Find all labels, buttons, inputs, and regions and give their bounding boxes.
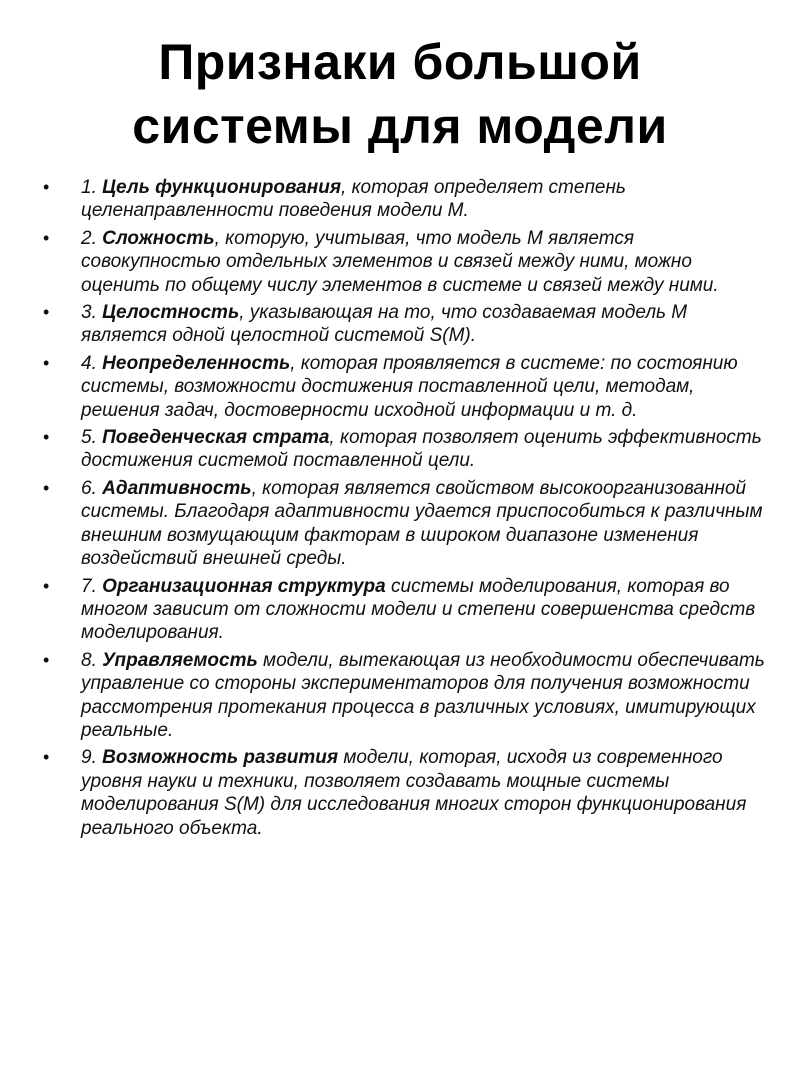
item-term: Управляемость <box>102 649 258 671</box>
feature-list <box>40 176 770 844</box>
item-text: , которая является свойством высокоорганизованной системы. Благодаря адаптивности удается приспособиться к различным внешним возмущающим факторам в широком диапазоне изменения воздействий внешней среды. <box>81 477 763 570</box>
item-number: 4. <box>81 352 103 374</box>
bullet-icon: • <box>43 352 50 373</box>
feature-item-7 <box>40 575 770 645</box>
item-text: модели, вытекающая из необходимости обеспечивать управление со стороны экспериментаторов для получения возможности рассмотрения протекания процесса в различных условиях, имитирующих реальные. <box>81 649 765 741</box>
bullet-icon: • <box>43 747 50 768</box>
item-number: 7. <box>81 575 103 597</box>
feature-item-3 <box>40 301 770 348</box>
item-term: Поведенческая страта <box>102 427 330 449</box>
feature-item-5 <box>40 426 770 473</box>
bullet-icon: • <box>43 302 50 323</box>
item-number: 5. <box>81 427 103 449</box>
feature-item-2 <box>40 227 770 297</box>
feature-item-9 <box>40 746 770 840</box>
slide-title <box>40 30 760 158</box>
item-term: Возможность развития <box>102 747 339 769</box>
item-text: , которую, учитывая, что модель М является совокупностью отдельных элементов и связей между ними, можно оценить по общему числу элементов в системе и связей между ними. <box>81 227 719 296</box>
item-term: Адаптивность <box>102 477 252 499</box>
bullet-icon: • <box>43 575 50 596</box>
item-text: , которая позволяет оценить эффективность достижения системой поставленной цели. <box>81 427 762 472</box>
item-number: 1. <box>81 177 103 198</box>
item-text: , которая проявляется в системе: по состоянию системы, возможности достижения поставленной цели, методам, решения задач, достоверности исходной информации и т. д. <box>81 352 738 421</box>
item-text: , указывающая на то, что создаваемая модель М является одной целостной системой S(M). <box>81 302 688 347</box>
item-number: 2. <box>81 227 103 249</box>
slide-title-line-2: системы для модели <box>132 98 668 154</box>
feature-item-1 <box>40 176 770 223</box>
item-term: Организационная структура <box>102 575 386 597</box>
bullet-icon: • <box>43 427 50 448</box>
item-text: , которая определяет степень целенаправленности поведения модели М. <box>81 177 626 222</box>
feature-item-8 <box>40 649 770 743</box>
item-number: 3. <box>81 302 103 324</box>
item-term: Сложность <box>102 227 215 249</box>
bullet-icon: • <box>43 649 50 670</box>
bullet-icon: • <box>43 177 50 197</box>
feature-item-6 <box>40 477 770 571</box>
item-term: Целостность <box>102 302 240 324</box>
item-number: 8. <box>81 649 103 671</box>
item-number: 9. <box>81 747 103 769</box>
item-number: 6. <box>81 477 103 499</box>
item-text: системы моделирования, которая во многом зависит от сложности модели и степени совершенства средств моделирования. <box>81 575 756 644</box>
item-term: Цель функционирования <box>102 177 342 198</box>
bullet-icon: • <box>43 477 50 498</box>
item-text: модели, которая, исходя из современного уровня науки и техники, позволяет создавать мощные системы моделирования S(M) для исследования многих сторон функционирования реального объекта. <box>81 747 747 839</box>
bullet-icon: • <box>43 227 50 248</box>
item-term: Неопределенность <box>102 352 291 374</box>
slide-title-line-1: Признаки большой <box>158 34 642 90</box>
feature-item-4 <box>40 352 770 422</box>
